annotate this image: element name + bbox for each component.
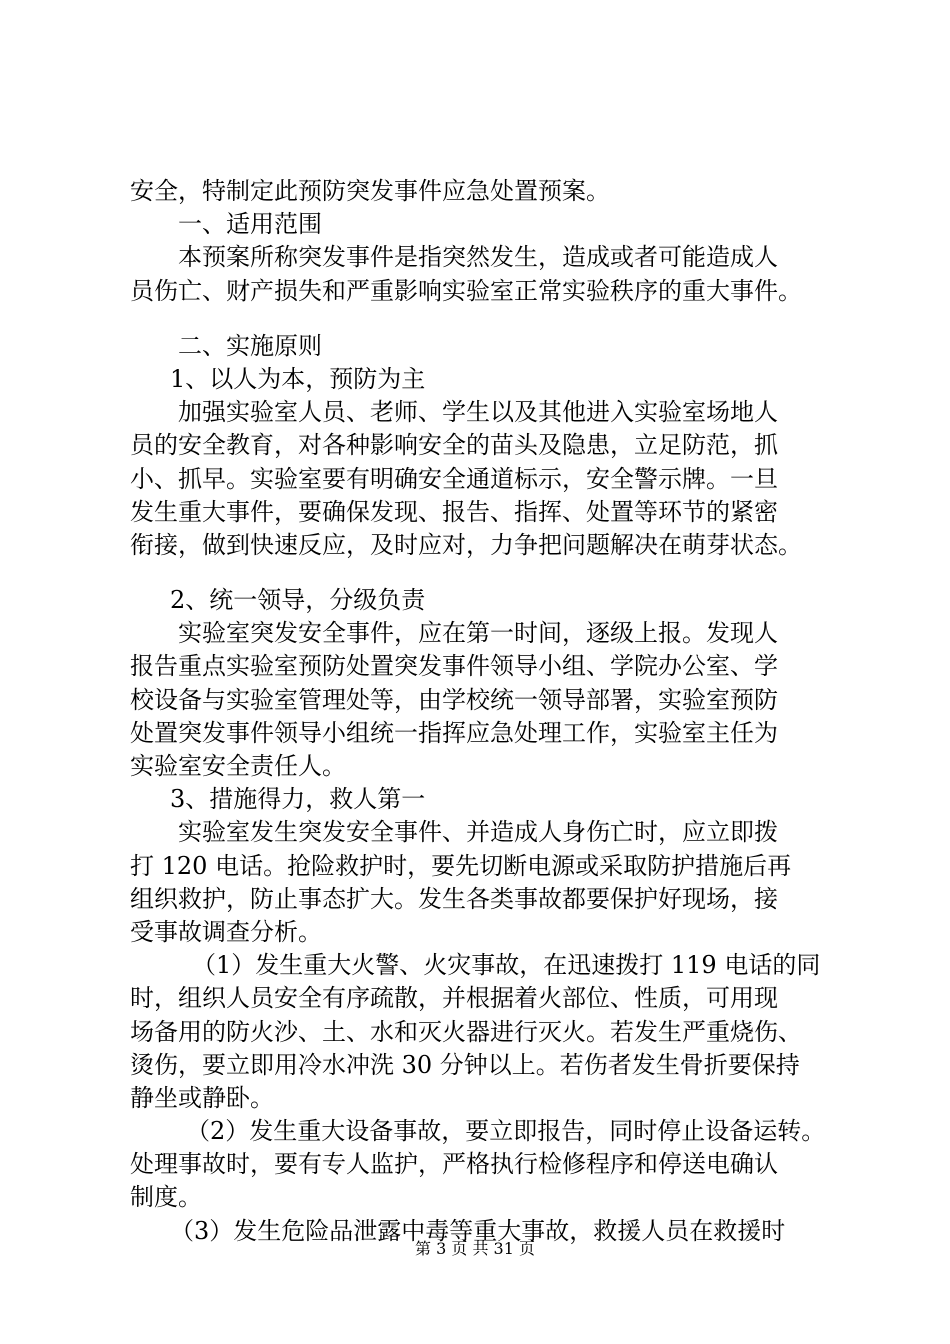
body-line: 发生重大事件，要确保发现、报告、指挥、处置等环节的紧密 — [130, 497, 778, 526]
body-line: 本预案所称突发事件是指突然发生，造成或者可能造成人 — [178, 243, 778, 272]
body-line: 小、抓早。实验室要有明确安全通道标示，安全警示牌。一旦 — [130, 464, 778, 493]
body-line: 员伤亡、财产损失和严重影响实验室正常实验秩序的重大事件。 — [130, 276, 802, 305]
body-line: 报告重点实验室预防处置突发事件领导小组、学院办公室、学 — [130, 652, 778, 681]
list-item: （2）发生重大设备事故，要立即报告，同时停止设备运转。 — [186, 1117, 826, 1146]
list-item: （3）发生危险品泄露中毒等重大事故，救援人员在救援时 — [170, 1216, 786, 1245]
body-line: 处置突发事件领导小组统一指挥应急处理工作，实验室主任为 — [130, 718, 778, 747]
body-line: 场备用的防火沙、土、水和灭火器进行灭火。若发生严重烧伤、 — [130, 1017, 802, 1046]
body-line: 组织救护，防止事态扩大。发生各类事故都要保护好现场，接 — [130, 884, 778, 913]
body-line: 受事故调查分析。 — [130, 917, 322, 946]
paragraph-gap — [130, 562, 850, 584]
body-line: 时，组织人员安全有序疏散，并根据着火部位、性质，可用现 — [130, 984, 778, 1013]
body-line: 衔接，做到快速反应，及时应对，力争把问题解决在萌芽状态。 — [130, 530, 802, 559]
page-footer: 第 3 页 共 31 页 — [415, 1239, 535, 1258]
subsection-heading: 2、统一领导，分级负责 — [170, 586, 426, 615]
document-body — [130, 175, 850, 1248]
body-line: 安全，特制定此预防突发事件应急处置预案。 — [130, 177, 610, 205]
list-item: （1）发生重大火警、火灾事故，在迅速拨打 119 电话的同 — [192, 951, 821, 980]
section-heading: 一、适用范围 — [178, 210, 322, 239]
paragraph-gap — [130, 308, 850, 330]
body-line: 实验室发生突发安全事件、并造成人身伤亡时，应立即拨 — [178, 818, 778, 847]
body-line: 实验室安全责任人。 — [130, 752, 346, 780]
body-line: 校设备与实验室管理处等，由学校统一领导部署，实验室预防 — [130, 685, 778, 714]
subsection-heading: 3、措施得力，救人第一 — [170, 785, 426, 814]
body-line: 制度。 — [130, 1183, 202, 1212]
body-line: 加强实验室人员、老师、学生以及其他进入实验室场地人 — [178, 398, 778, 427]
body-line: 静坐或静卧。 — [130, 1083, 274, 1112]
subsection-heading: 1、以人为本，预防为主 — [170, 364, 426, 393]
body-line: 员的安全教育，对各种影响安全的苗头及隐患，立足防范，抓 — [130, 431, 778, 460]
body-line: 打 120 电话。抢险救护时，要先切断电源或采取防护措施后再 — [130, 851, 792, 880]
body-line: 实验室突发安全事件，应在第一时间，逐级上报。发现人 — [178, 619, 778, 648]
section-heading: 二、实施原则 — [178, 331, 322, 360]
body-line: 烫伤，要立即用冷水冲洗 30 分钟以上。若伤者发生骨折要保持 — [130, 1050, 800, 1079]
body-line: 处理事故时，要有专人监护，严格执行检修程序和停送电确认 — [130, 1150, 778, 1179]
